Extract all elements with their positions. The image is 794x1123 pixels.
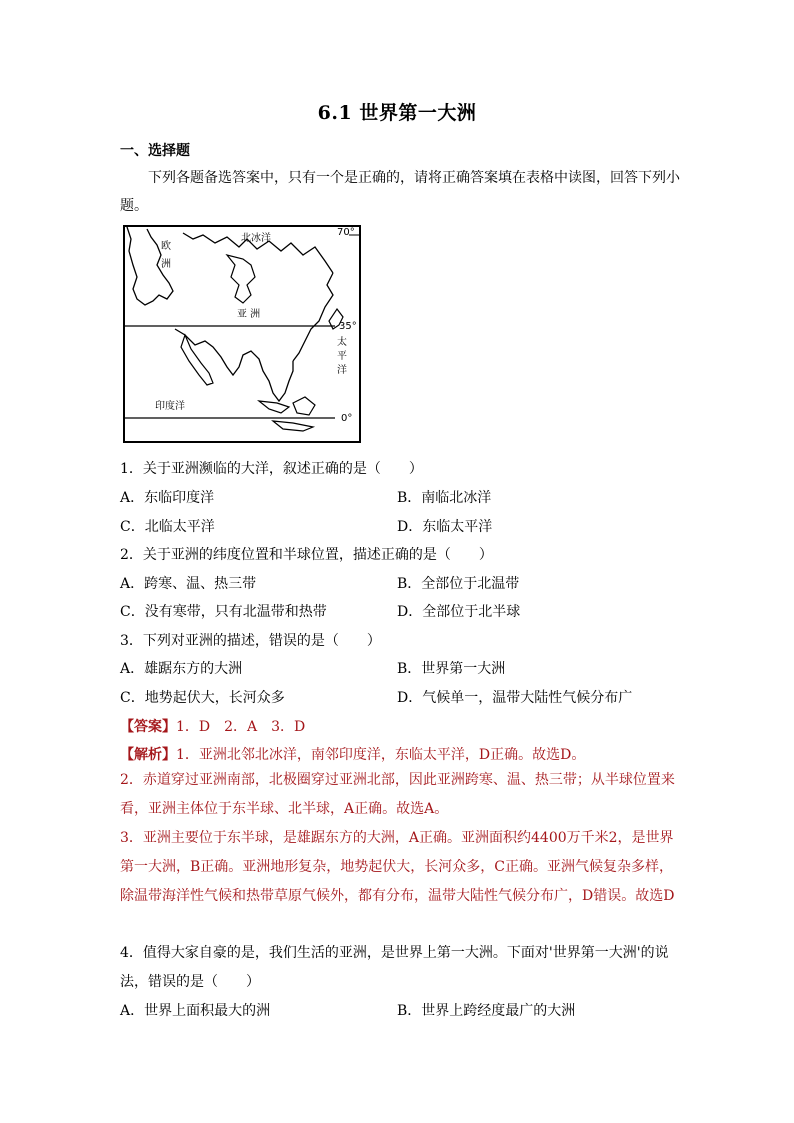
- analysis-label: 【解析】: [120, 747, 176, 763]
- map-label-indian: 印度洋: [155, 401, 185, 412]
- analysis-paragraph-1: 1．亚洲北邻北冰洋，南邻印度洋，东临太平洋，D正确。故选D。: [176, 747, 586, 763]
- asia-map: [123, 225, 361, 443]
- map-label-lat70: 70°: [337, 227, 355, 238]
- map-label-lat35: 35°: [339, 321, 357, 332]
- question-1-option-b[interactable]: B．南临北冰洋: [397, 490, 492, 506]
- question-3-option-c[interactable]: C．地势起伏大，长河众多: [120, 690, 285, 706]
- map-label-europe-1: 欧: [161, 241, 171, 252]
- map-label-arctic: 北冰洋: [241, 233, 271, 244]
- question-4-option-b[interactable]: B．世界上跨经度最广的大洲: [397, 1003, 576, 1019]
- question-4-option-a[interactable]: A．世界上面积最大的洲: [120, 1003, 271, 1019]
- question-2-option-d[interactable]: D．全部位于北半球: [397, 604, 521, 620]
- answer-text: 1．D 2．A 3．D: [176, 719, 306, 735]
- question-3-option-b[interactable]: B．世界第一大洲: [397, 661, 506, 677]
- question-4-stem: 4．值得大家自豪的是，我们生活的亚洲，是世界上第一大洲。下面对'世界第一大洲'的说法，错误的是（ ）: [120, 945, 669, 990]
- question-2-option-b[interactable]: B．全部位于北温带: [397, 576, 520, 592]
- map-label-pacific-3: 洋: [337, 365, 347, 376]
- page-title: 6.1 世界第一大洲: [317, 102, 477, 124]
- question-2-option-c[interactable]: C．没有寒带，只有北温带和热带: [120, 604, 327, 620]
- question-1-option-a[interactable]: A．东临印度洋: [120, 490, 215, 506]
- answer-block: [120, 716, 305, 736]
- analysis-first-line: [120, 744, 585, 764]
- map-label-lat0: 0°: [341, 413, 353, 424]
- question-1-option-c[interactable]: C．北临太平洋: [120, 519, 215, 535]
- intro-text: 下列各题备选答案中，只有一个是正确的，请将正确答案填在表格中读图，回答下列小题。: [120, 170, 680, 214]
- question-1-stem: 1．关于亚洲濒临的大洋，叙述正确的是（ ）: [120, 461, 423, 477]
- map-label-europe-2: 洲: [161, 259, 171, 270]
- section-heading: 一、选择题: [120, 143, 190, 159]
- question-1-option-d[interactable]: D．东临太平洋: [397, 519, 493, 535]
- map-label-asia: 亚 洲: [237, 309, 261, 320]
- analysis-paragraph-2: 2．赤道穿过亚洲南部，北极圈穿过亚洲北部，因此亚洲跨寒、温、热三带；从半球位置来看，亚洲主体位于东半球、北半球，A正确。故选A。: [120, 772, 675, 817]
- analysis-paragraph-3: 3．亚洲主要位于东半球，是雄踞东方的大洲，A正确。亚洲面积约4400万千米2，是世界第一大洲，B正确。亚洲地形复杂，地势起伏大，长河众多，C正确。亚洲气候复杂多样，除温带海洋性气候和热带草原气候外，都有分布，温带大陆性气候分布广，D错误。故选D: [120, 830, 675, 904]
- question-3-stem: 3．下列对亚洲的描述，错误的是（ ）: [120, 633, 381, 649]
- question-2-option-a[interactable]: A．跨寒、温、热三带: [120, 576, 257, 592]
- question-3-option-d[interactable]: D．气候单一，温带大陆性气候分布广: [397, 690, 633, 706]
- asia-map-figure: [123, 225, 361, 443]
- question-2-stem: 2．关于亚洲的纬度位置和半球位置，描述正确的是（ ）: [120, 547, 493, 563]
- answer-label: 【答案】: [120, 719, 176, 735]
- map-label-pacific-1: 太: [337, 337, 347, 348]
- question-3-option-a[interactable]: A．雄踞东方的大洲: [120, 661, 243, 677]
- map-label-pacific-2: 平: [337, 351, 347, 362]
